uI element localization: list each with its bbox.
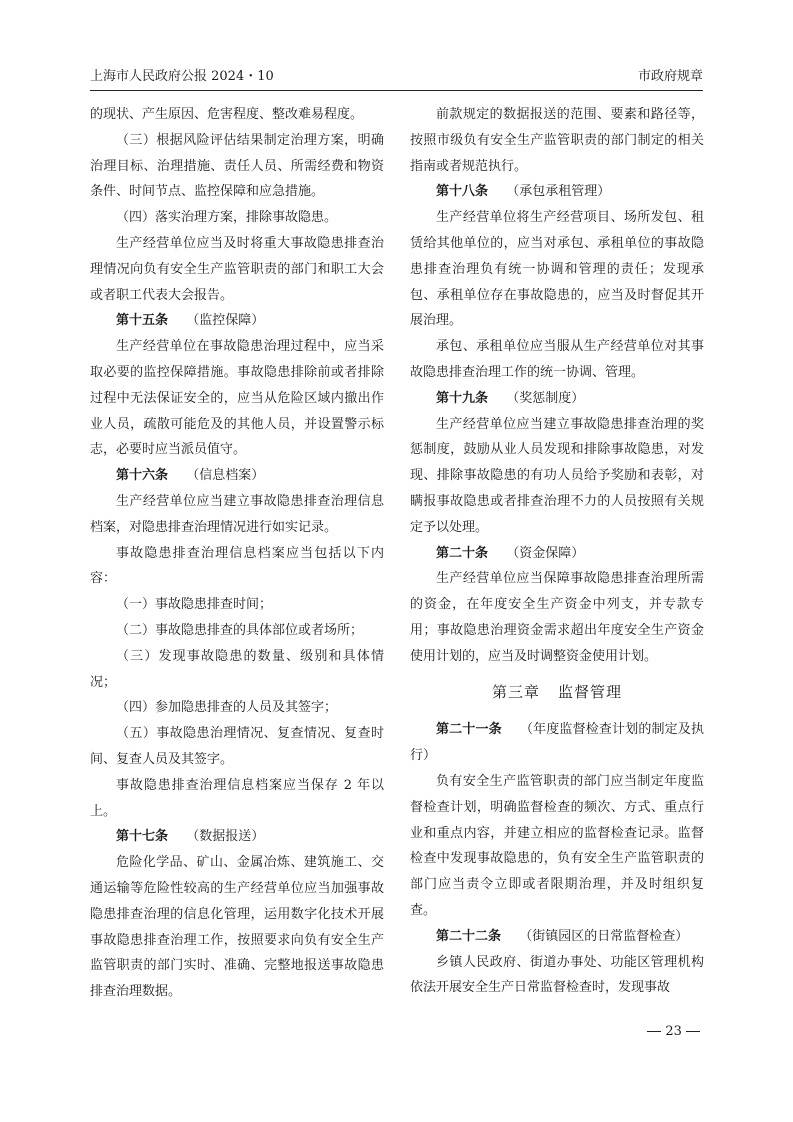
- paragraph: （三）发现事故隐患的数量、级别和具体情况；: [90, 648, 384, 690]
- paragraph: 负有安全生产监管职责的部门应当制定年度监督检查计划，明确监督检查的频次、方式、重点行业和重点内容，并建立相应的监督检查记录。监督检查中发现事故隐患的，负有安全生产监管职责的部门应当责令立即或者限期治理，并及时组织复查。: [410, 773, 704, 918]
- paragraph: 生产经营单位应当建立事故隐患排查治理信息档案，对隐患排查治理情况进行如实记录。: [90, 493, 384, 535]
- paragraph: 生产经营单位应当保障事故隐患排查治理所需的资金，在年度安全生产资金中列支，并专款专用；事故隐患治理资金需求超出年度安全生产资金使用计划的，应当及时调整资金使用计划。: [410, 571, 704, 664]
- paragraph: 乡镇人民政府、街道办事处、功能区管理机构依法开展安全生产日常监督检查时，发现事故: [410, 954, 704, 996]
- paragraph: 事故隐患排查治理信息档案应当包括以下内容：: [90, 545, 384, 587]
- page-header: [90, 66, 703, 88]
- left-column: [90, 102, 384, 1005]
- article-title: （资金保障）: [506, 545, 585, 561]
- paragraph: （四）参加隐患排查的人员及其签字；: [116, 700, 338, 716]
- paragraph: 生产经营单位将生产经营项目、场所发包、租赁给其他单位的，应当对承包、承租单位的事故隐患排查治理负有统一协调和管理的责任；发现承包、承租单位存在事故隐患的，应当及时督促其开展治理。: [410, 210, 704, 329]
- article-title: （年度监督检查计划的制定及执行）: [410, 722, 704, 764]
- footer-dash-left: [647, 1031, 661, 1032]
- article-heading: [410, 386, 704, 412]
- article-heading: [90, 308, 384, 334]
- article-title: （奖惩制度）: [506, 390, 585, 406]
- article-number: 第二十条: [436, 545, 489, 561]
- paragraph: （五）事故隐患治理情况、复查情况、复查时间、复查人员及其签字。: [90, 726, 384, 767]
- article-number: 第十七条: [116, 829, 169, 845]
- paragraph: 危险化学品、矿山、金属冶炼、建筑施工、交通运输等危险性较高的生产经营单位应当加强事故隐患排查治理的信息化管理，运用数字化技术开展事故隐患排查治理工作，按照要求向负有安全生产监管职责的部门实时、准确、完整地报送事故隐患排查治理数据。: [90, 855, 384, 1000]
- paragraph: （一）事故隐患排查时间；: [116, 597, 273, 613]
- paragraph: （四）落实治理方案，排除事故隐患。: [116, 210, 338, 226]
- paragraph: 承包、承租单位应当服从生产经营单位对其事故隐患排查治理工作的统一协调、管理。: [410, 339, 704, 380]
- article-title: （信息档案）: [186, 468, 265, 484]
- page-number: 23: [665, 1024, 682, 1039]
- chapter-title: 监督管理: [558, 682, 623, 701]
- article-number: 第十五条: [116, 313, 169, 329]
- article-number: 第十六条: [116, 468, 169, 484]
- chapter-number: 第三章: [491, 682, 540, 701]
- footer-dash-right: [686, 1031, 700, 1032]
- article-heading: [410, 717, 704, 769]
- header-divider: [90, 90, 703, 91]
- chapter-heading: [410, 680, 704, 706]
- article-title: （监控保障）: [186, 313, 265, 329]
- paragraph: 事故隐患排查治理信息档案应当保存 2 年以上。: [90, 777, 384, 819]
- paragraph: （二）事故隐患排查的具体部位或者场所；: [116, 622, 364, 638]
- article-title: （街镇园区的日常监督检查）: [519, 928, 689, 944]
- article-title: （数据报送）: [186, 829, 265, 845]
- page-footer: [620, 1022, 700, 1042]
- section-label: 市政府规章: [637, 69, 703, 84]
- article-heading: [410, 924, 704, 950]
- article-number: 第二十二条: [436, 928, 502, 944]
- paragraph: 的现状、产生原因、危害程度、整改难易程度。: [90, 107, 364, 122]
- article-heading: [410, 541, 704, 567]
- article-heading: [90, 824, 384, 850]
- right-column: [410, 102, 704, 1001]
- paragraph: 生产经营单位应当及时将重大事故隐患排查治理情况向负有安全生产监管职责的部门和职工大会或者职工代表大会报告。: [90, 235, 384, 303]
- paragraph: 生产经营单位应当建立事故隐患排查治理的奖惩制度，鼓励从业人员发现和排除事故隐患，对发现、排除事故隐患的有功人员给予奖励和表彰，对瞒报事故隐患或者排查治理不力的人员按照有关规定予以处理。: [410, 416, 704, 535]
- paragraph: 前款规定的数据报送的范围、要素和路径等，按照市级负有安全生产监管职责的部门制定的相关指南或者规范执行。: [410, 107, 704, 174]
- paragraph: （三）根据风险评估结果制定治理方案，明确治理目标、治理措施、责任人员、所需经费和物资条件、时间节点、监控保障和应急措施。: [90, 132, 384, 200]
- publication-title: 上海市人民政府公报 2024・10: [90, 69, 274, 84]
- article-number: 第十九条: [436, 390, 489, 406]
- article-title: （承包承租管理）: [506, 184, 611, 200]
- article-heading: [410, 179, 704, 205]
- article-heading: [90, 463, 384, 489]
- paragraph: 生产经营单位在事故隐患治理过程中，应当采取必要的监控保障措施。事故隐患排除前或者排除过程中无法保证安全的，应当从危险区域内撤出作业人员，疏散可能危及的其他人员，并设置警示标志，必要时应当派员值守。: [90, 339, 384, 458]
- article-number: 第二十一条: [436, 722, 502, 738]
- article-number: 第十八条: [436, 184, 489, 200]
